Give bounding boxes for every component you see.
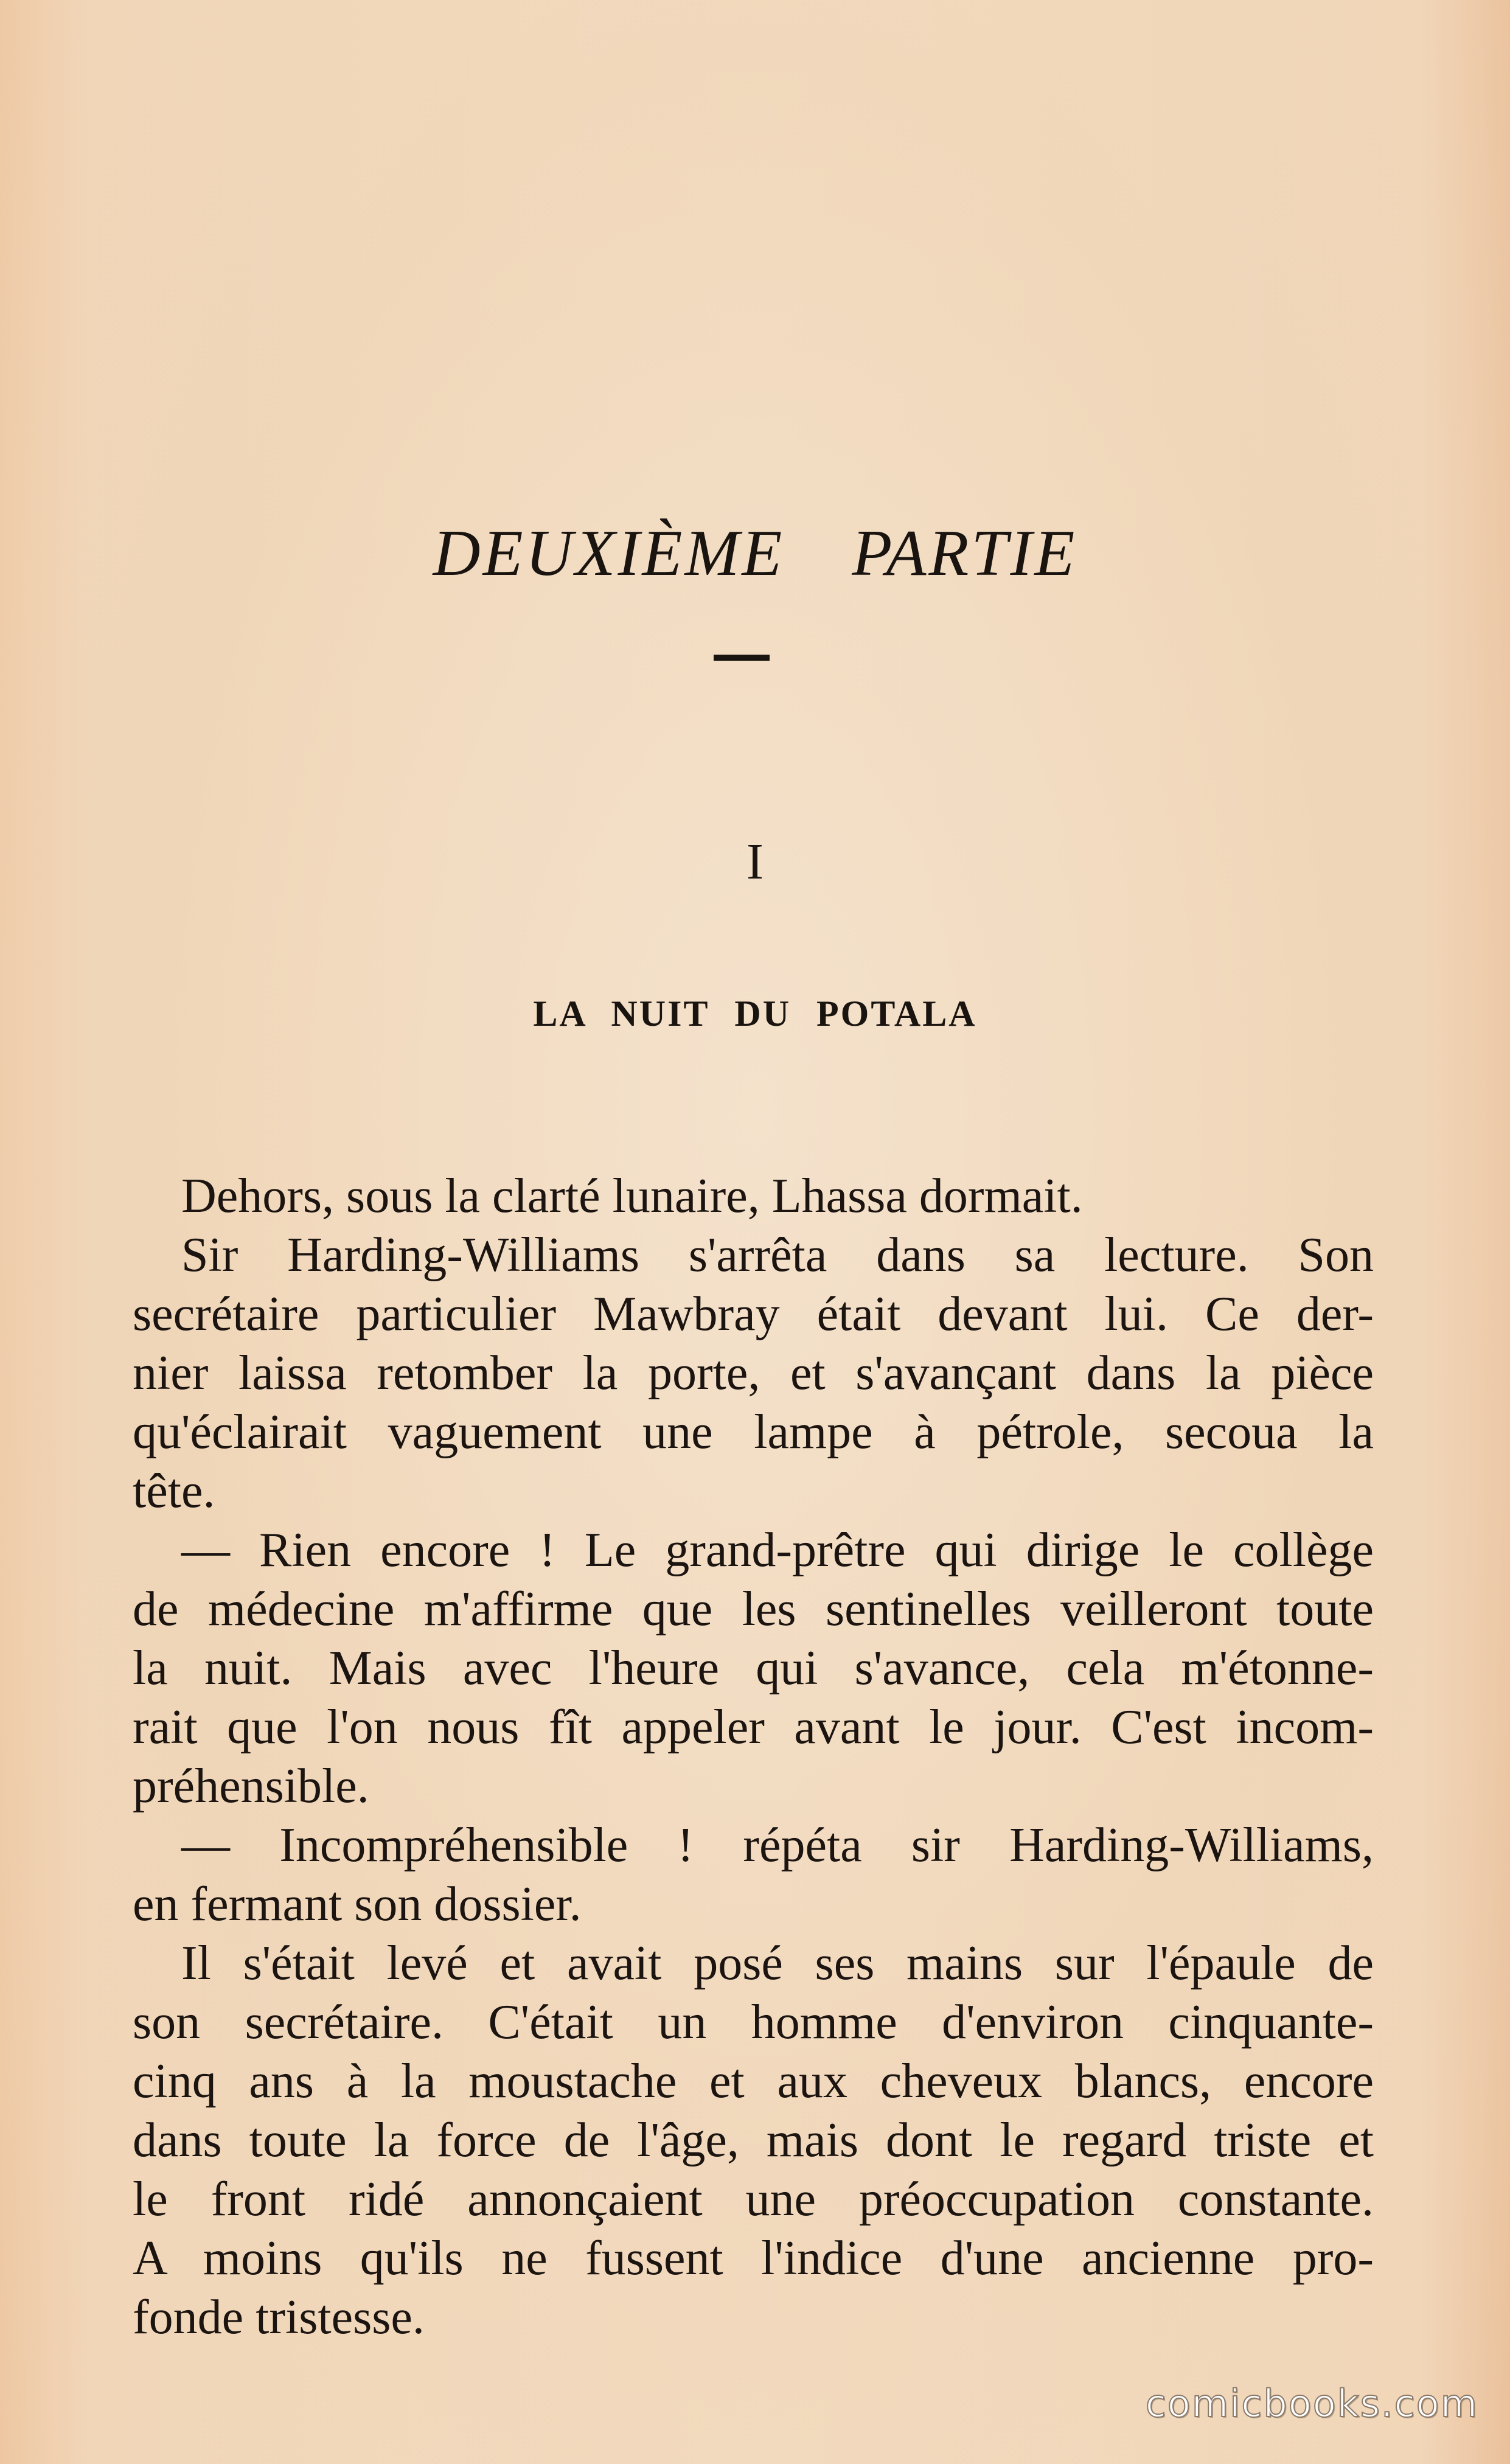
text-line-3: secrétaire particulier Mawbray était devant lui. Ce der- — [133, 1287, 1374, 1341]
watermark: comicbooks.com — [1145, 2381, 1478, 2426]
chapter-title: LA NUIT DU POTALA — [533, 994, 977, 1034]
part-title: DEUXIÈME PARTIE — [433, 517, 1077, 590]
text-line-20: fonde tristesse. — [133, 2291, 425, 2344]
text-line-13: en fermant son dossier. — [133, 1878, 582, 1931]
text-line-9: la nuit. Mais avec l'heure qui s'avance, cela m'étonne- — [133, 1641, 1374, 1695]
text-line-1: Dehors, sous la clarté lunaire, Lhassa dormait. — [181, 1169, 1083, 1223]
text-line-18: le front ridé annonçaient une préoccupation constante. — [133, 2173, 1374, 2226]
text-line-14: Il s'était levé et avait posé ses mains sur l'épaule de — [181, 1937, 1374, 1990]
text-line-5: qu'éclairait vaguement une lampe à pétrole, secoua la — [133, 1405, 1374, 1459]
text-line-11: préhensible. — [133, 1759, 369, 1813]
text-line-6: tête. — [133, 1464, 215, 1518]
text-line-8: de médecine m'affirme que les sentinelles veilleront toute — [133, 1582, 1374, 1636]
text-line-17: dans toute la force de l'âge, mais dont le regard triste et — [133, 2114, 1374, 2167]
text-line-19: A moins qu'ils ne fussent l'indice d'une ancienne pro- — [133, 2232, 1374, 2285]
text-line-7: — Rien encore ! Le grand-prêtre qui dirige le collège — [181, 1523, 1374, 1577]
text-line-10: rait que l'on nous fît appeler avant le jour. C'est incom- — [133, 1700, 1374, 1754]
text-line-12: — Incompréhensible ! répéta sir Harding-Williams, — [181, 1818, 1374, 1872]
title-dash-rule — [714, 655, 770, 661]
body-text — [133, 1167, 1374, 2347]
chapter-number: I — [746, 834, 764, 890]
text-line-2: Sir Harding-Williams s'arrêta dans sa lecture. Son — [181, 1228, 1374, 1282]
text-line-16: cinq ans à la moustache et aux cheveux blancs, encore — [133, 2055, 1374, 2108]
text-line-4: nier laissa retomber la porte, et s'avançant dans la pièce — [133, 1346, 1374, 1400]
text-line-15: son secrétaire. C'était un homme d'environ cinquante- — [133, 1996, 1374, 2049]
